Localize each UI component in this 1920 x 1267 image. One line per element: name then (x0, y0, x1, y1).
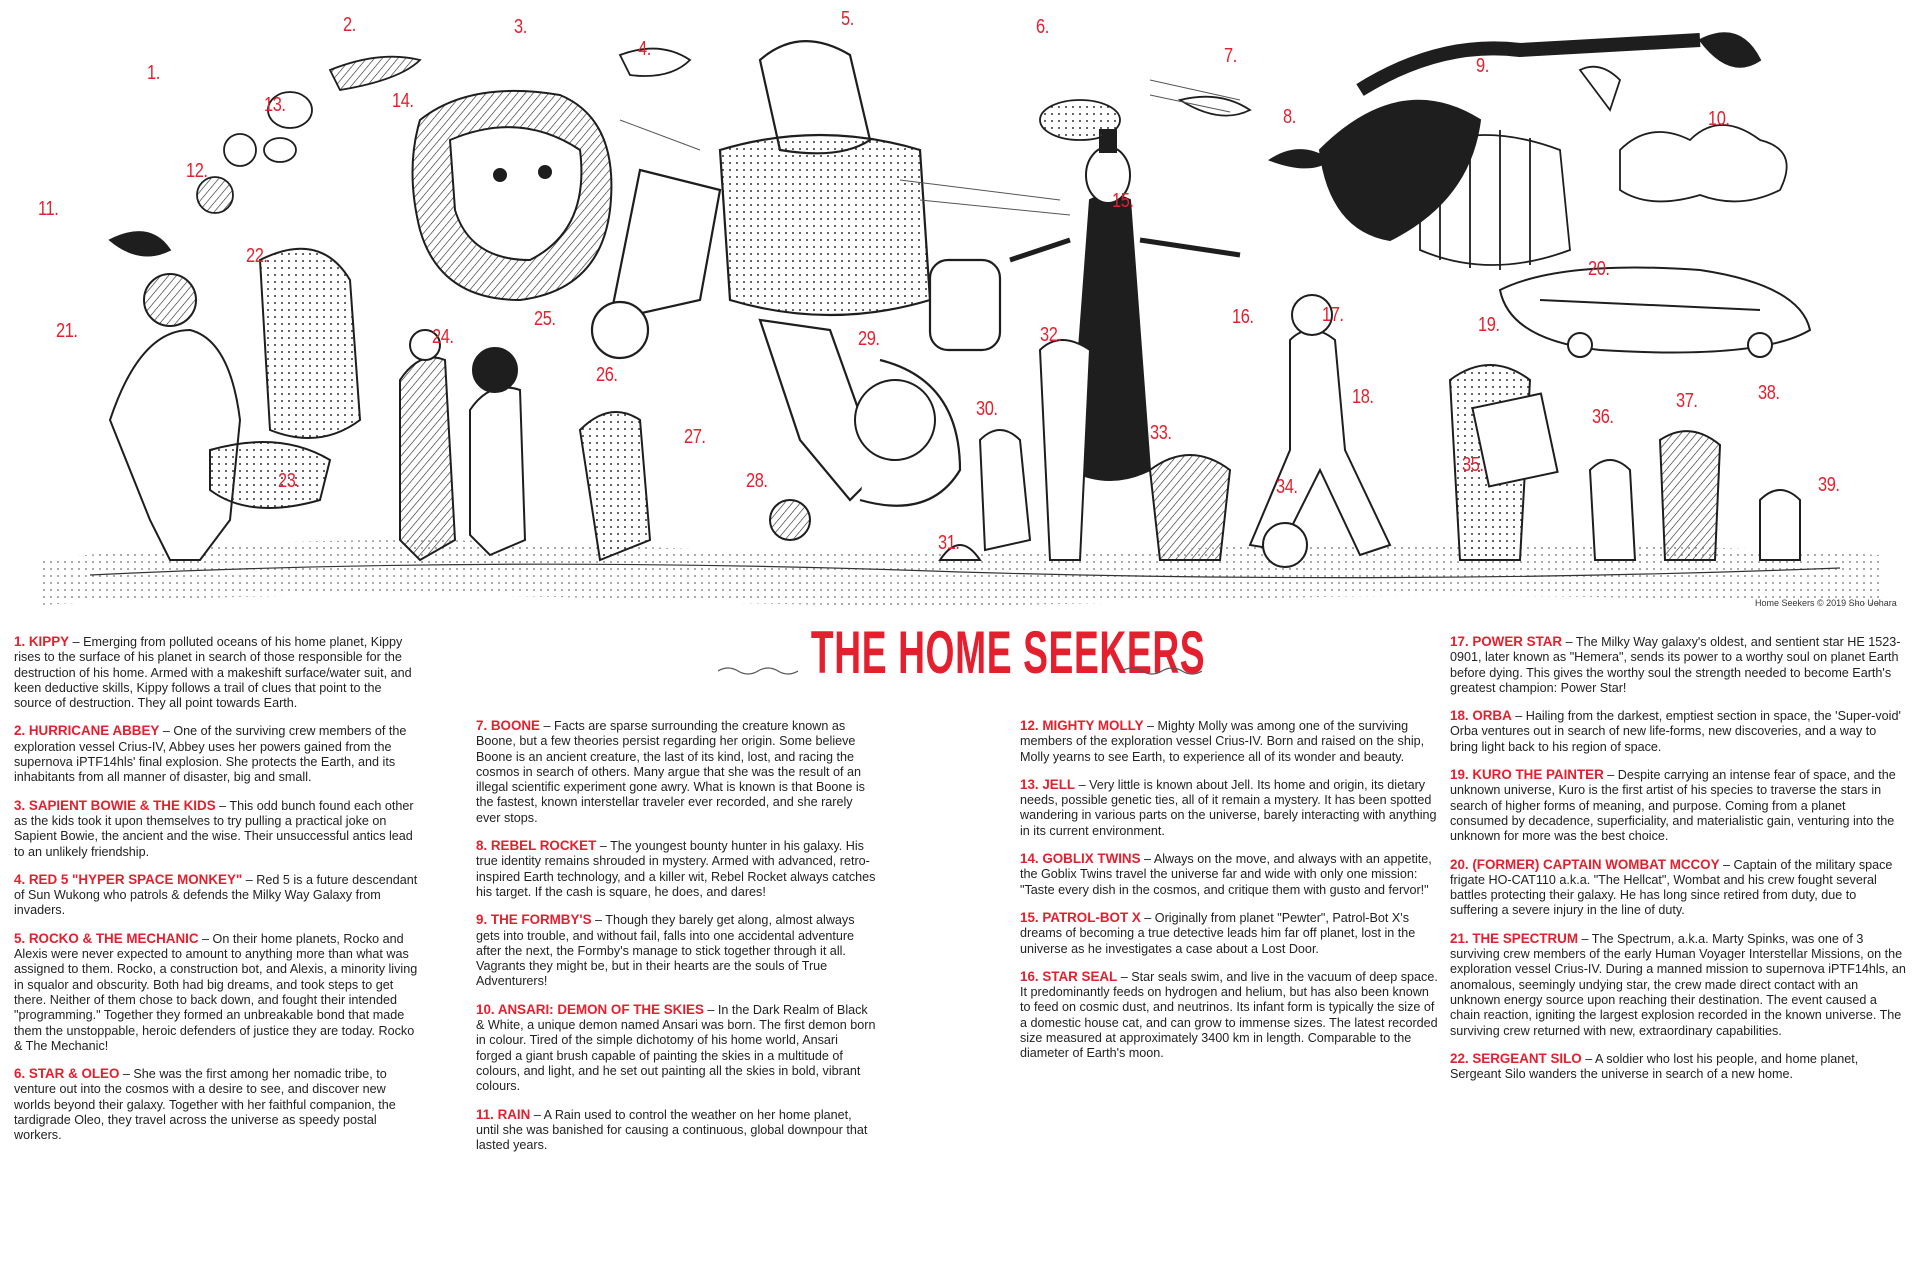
character-entry (1450, 708, 1906, 755)
character-entry-description: – Mighty Molly was among one of the surviving members of the exploration vessel Crius-IV. Born and raised on the ship, Molly yearns to see Earth, to experience all of its wonder and beauty. (1020, 719, 1425, 764)
character-entry (14, 798, 422, 860)
illustration-number: 27. (684, 426, 706, 448)
character-entry (476, 1107, 876, 1154)
copyright-credit: Home Seekers © 2019 Sho Uehara (1755, 598, 1897, 608)
character-entry-description: – Always on the move, and always with an appetite, the Goblix Twins travel the universe far and wide with only one mission: "Taste every dish in the cosmos, and critique them with gusto and fervor!" (1020, 852, 1432, 897)
character-entry (1450, 1051, 1906, 1083)
character-entry-name: 4. RED 5 "HYPER SPACE MONKEY" (14, 871, 243, 887)
illustration-number: 13. (264, 94, 286, 116)
sapient-bowie-figure (413, 91, 612, 300)
page-title: THE HOME SEEKERS (810, 619, 1206, 686)
character-entry-name: 15. PATROL-BOT X (1020, 909, 1141, 925)
character-entry-description: – She was the first among her nomadic tribe, to venture out into the cosmos with a desire to see, and discover new worlds beyond their galaxy. Together with her faithful companion, the tardigrade Oleo, they travel across the universe as speedy postal workers. (14, 1067, 396, 1143)
illustration-number: 6. (1036, 16, 1049, 38)
character-entry-description: – One of the surviving crew members of the exploration vessel Crius-IV, Abbey uses her powers gained from the supernova iPTF14hls' final explosion. She protects the Earth, and its inhabitants from all manner of disaster, big and small. (14, 724, 407, 785)
illustration-number: 3. (514, 16, 527, 38)
character-entry-description: – Emerging from polluted oceans of his home planet, Kippy rises to the surface of his planet in search of those responsible for the destruction of his home. Armed with a makeshift surface/water suit, and keen deductive skills, Kippy follows a trail of clues that point to the source of destruction. They all point towards Earth. (14, 635, 412, 711)
illustration-number: 7. (1224, 45, 1237, 67)
character-entry-description: – A soldier who lost his people, and home planet, Sergeant Silo wanders the universe in search of a new home. (1450, 1051, 1859, 1082)
character-entry (476, 912, 876, 989)
illustration-number: 23. (278, 470, 300, 492)
character-entry-name: 20. (FORMER) CAPTAIN WOMBAT MCCOY (1450, 856, 1720, 872)
character-entry-description: – In the Dark Realm of Black & White, a unique demon named Ansari was born. The first demon born in colour. Tired of the simple dichotomy of his home world, Ansari forged a giant brush capable of painting the skies in a multitude of colours, and light, and he set out painting all the skies in bold, vibrant colours. (476, 1002, 876, 1094)
illustration-number: 35. (1462, 454, 1484, 476)
character-entry (14, 872, 422, 919)
wombat-ship-figure (1500, 268, 1810, 358)
character-entry-name: 10. ANSARI: DEMON OF THE SKIES (476, 1001, 704, 1017)
character-entry (1020, 777, 1442, 839)
character-column-2 (476, 718, 876, 1165)
character-entry-description: – Captain of the military space frigate HO-CAT110 a.k.a. "The Hellcat", Wombat and his crew fought several battles protecting their galaxy. He has long since retired from duty, due to suffering a severe injury in the line of duty. (1450, 857, 1893, 918)
character-entry-description: – Red 5 is a future descendant of Sun Wukong who patrols & defends the Milky Way Galaxy from invaders. (14, 872, 418, 918)
character-entry (1450, 767, 1906, 844)
illustration-number: 21. (56, 320, 78, 342)
character-entry-description: – A Rain used to control the weather on her home planet, until she was banished for causing a continuous, global downpour that lasted years. (476, 1107, 868, 1153)
illustration-number: 38. (1758, 382, 1780, 404)
character-entry-name: 2. HURRICANE ABBEY (14, 723, 160, 739)
character-entry-name: 21. THE SPECTRUM (1450, 930, 1578, 946)
character-entry-name: 22. SERGEANT SILO (1450, 1050, 1582, 1066)
character-entry (476, 838, 876, 900)
illustration-number: 22. (246, 245, 268, 267)
illustration-number: 12. (186, 160, 208, 182)
character-entry (1020, 851, 1442, 898)
character-entry (14, 1066, 422, 1143)
character-entry-description: – Very little is known about Jell. Its home and origin, its dietary needs, possible genetic ties, all of it remain a mystery. It has been spotted wandering in various parts on the universe, barely interacting with anything in its current environment. (1020, 777, 1437, 838)
illustration-number: 14. (392, 90, 414, 112)
character-entry-description: – The Milky Way galaxy's oldest, and sentient star HE 1523-0901, later known as "Hemera", sends its power to a worthy soul on planet Earth before dying. This gives the worthy soul the strength needed to become Earth's greatest champion: Power Star! (1450, 635, 1901, 695)
character-entry-description: – Star seals swim, and live in the vacuum of deep space. It predominantly feeds on hydrogen and helium, but has also been known to feed on cosmic dust, and neutrinos. Its infant form is typically the size of a domestic house cat, and can grow to immense sizes. The latest recorded size measured at approximately 3400 km in length. Comparable to the diameter of Earth's moon. (1020, 969, 1438, 1061)
illustration-number: 28. (746, 470, 768, 492)
character-column-4 (1450, 634, 1906, 1094)
illustration-number: 31. (938, 532, 960, 554)
illustration-number: 5. (841, 8, 854, 30)
character-entry-name: 17. POWER STAR (1450, 634, 1563, 649)
illustration-number: 11. (38, 198, 59, 220)
character-entry (14, 931, 422, 1054)
illustration-number: 15. (1112, 190, 1134, 212)
title-wave-right (1122, 665, 1202, 677)
illustration-number: 10. (1708, 108, 1730, 130)
character-entry (1450, 857, 1906, 919)
character-entry (476, 1002, 876, 1095)
illustration-number: 2. (343, 14, 356, 36)
character-entry-name: 6. STAR & OLEO (14, 1066, 120, 1082)
character-entry (1450, 931, 1906, 1039)
character-entry-name: 13. JELL (1020, 776, 1076, 792)
illustration-number: 39. (1818, 474, 1840, 496)
character-entry-description: – This odd bunch found each other as the kids took it upon themselves to try pulling a practical joke on Sapient Bowie, the ancient and the wise. Their unsuccessful antics lead to an unlikely friendship. (14, 798, 414, 859)
title-banner (690, 618, 1230, 698)
illustration-number: 25. (534, 308, 556, 330)
illustration-number: 34. (1276, 476, 1298, 498)
character-entry (476, 718, 876, 826)
character-entry (1020, 910, 1442, 957)
illustration-number: 19. (1478, 314, 1500, 336)
character-entry-description: – The youngest bounty hunter in his galaxy. His true identity remains shrouded in mystery. Armed with advanced, retro-inspired Earth technology, and a killer wit, Rebel Rocket always catches his target. If the cash is square, he does, and dares! (476, 839, 876, 899)
character-entry (1020, 718, 1442, 765)
character-entry-name: 14. GOBLIX TWINS (1020, 851, 1141, 867)
character-entry-name: 19. KURO THE PAINTER (1450, 767, 1604, 783)
character-column-3 (1020, 718, 1442, 1074)
ink-drawing (0, 0, 1920, 625)
character-entry-name: 9. THE FORMBY'S (476, 912, 592, 928)
character-entry (14, 723, 422, 785)
illustration-number: 16. (1232, 306, 1254, 328)
rocko-robot-figure (592, 41, 1000, 506)
illustration-number: 30. (976, 398, 998, 420)
character-entry-name: 18. ORBA (1450, 708, 1512, 724)
character-entry-name: 16. STAR SEAL (1020, 968, 1118, 984)
character-entry-description: – On their home planets, Rocko and Alexis were never expected to amount to anything more than what was assigned to them. Rocko, a construction bot, and Alexis, a minority living in squalor and obscurity. Both had big dreams, and took steps to get there. Neither of them chose to back down, and fought their intended "programming." Together they formed an unbreakable bond that made them the unstoppable, heroic defenders of justice they are today. Rocko & The Mechanic! (14, 931, 418, 1053)
illustration-number: 24. (432, 326, 454, 348)
character-entry-name: 5. ROCKO & THE MECHANIC (14, 930, 199, 946)
illustration-number: 33. (1150, 422, 1172, 444)
character-entry (14, 634, 422, 711)
character-entry-description: – The Spectrum, a.k.a. Marty Spinks, was one of 3 surviving crew members of the early Human Voyager Interstellar Missions, on the exploration vessel Crius-IV. During a manned mission to supernova iPTF14hls, an anomalous, seemingly undying star, the crew made direct contact with an unknown energy source upon reaching their destination. The event caused a chain reaction, igniting the largest explosion recorded in the known universe. The surviving crew returned with new, extraordinary capabilities. (1450, 931, 1906, 1038)
character-entry-name: 12. MIGHTY MOLLY (1020, 718, 1144, 733)
character-entry-name: 3. SAPIENT BOWIE & THE KIDS (14, 797, 216, 813)
cloud (1620, 125, 1787, 201)
character-entry-description: – Despite carrying an intense fear of space, and the unknown universe, Kuro is the first artist of his species to traverse the stars in search of higher forms of meaning, and purpose. Coming from a planet consumed by decadence, superficiality, and materialistic gain, venturing into the unknown for more was the best choice. (1450, 768, 1896, 844)
illustration-number: 36. (1592, 406, 1614, 428)
character-entry-description: – Though they barely get along, almost always gets into trouble, and without fail, falls into one accidental adventure after the next, the Formby's manage to stick together through it all. Vagrants they might be, but in their hearts are the souls of True Adventurers! (476, 913, 855, 989)
character-entry-name: 1. KIPPY (14, 634, 70, 649)
character-column-1 (14, 634, 422, 1156)
character-entry (1020, 969, 1442, 1062)
character-entry-name: 7. BOONE (476, 718, 540, 733)
illustration-number: 9. (1476, 55, 1489, 77)
illustration-number: 8. (1283, 106, 1296, 128)
title-wave-left (718, 665, 798, 677)
illustration-number: 32. (1040, 324, 1062, 346)
character-entry-description: – Hailing from the darkest, emptiest section in space, the 'Super-void' Orba ventures out in search of new life-forms, new discoveries, and a way to bring light back to his region of space. (1450, 709, 1901, 754)
character-entry-name: 11. RAIN (476, 1106, 531, 1122)
illustration-number: 4. (638, 38, 651, 60)
illustration-number: 37. (1676, 390, 1698, 412)
illustration-number: 20. (1588, 258, 1610, 280)
character-entry-name: 8. REBEL ROCKET (476, 838, 597, 854)
illustration-number: 18. (1352, 386, 1374, 408)
character-entry-description: – Facts are sparse surrounding the creature known as Boone, but a few theories persist regarding her origin. Some believe Boone is an ancient creature, the last of its kind, lost, and racing the cosmos in search of others. Many argue that she was the result of an illegal scientific experiment gone awry. What is known is that Boone is the fastest, known interstellar traveler ever recorded, and she rarely ever stops. (476, 719, 865, 825)
illustration-number: 26. (596, 364, 618, 386)
illustration-number: 29. (858, 328, 880, 350)
character-illustration (0, 0, 1920, 625)
illustration-number: 1. (147, 62, 160, 84)
character-entry (1450, 634, 1906, 696)
character-entry-description: – Originally from planet "Pewter", Patrol-Bot X's dreams of becoming a true detective leads him far off planet, lost in the universe as he investigates a case about a Lost Door. (1020, 910, 1416, 956)
illustration-number: 17. (1322, 304, 1344, 326)
